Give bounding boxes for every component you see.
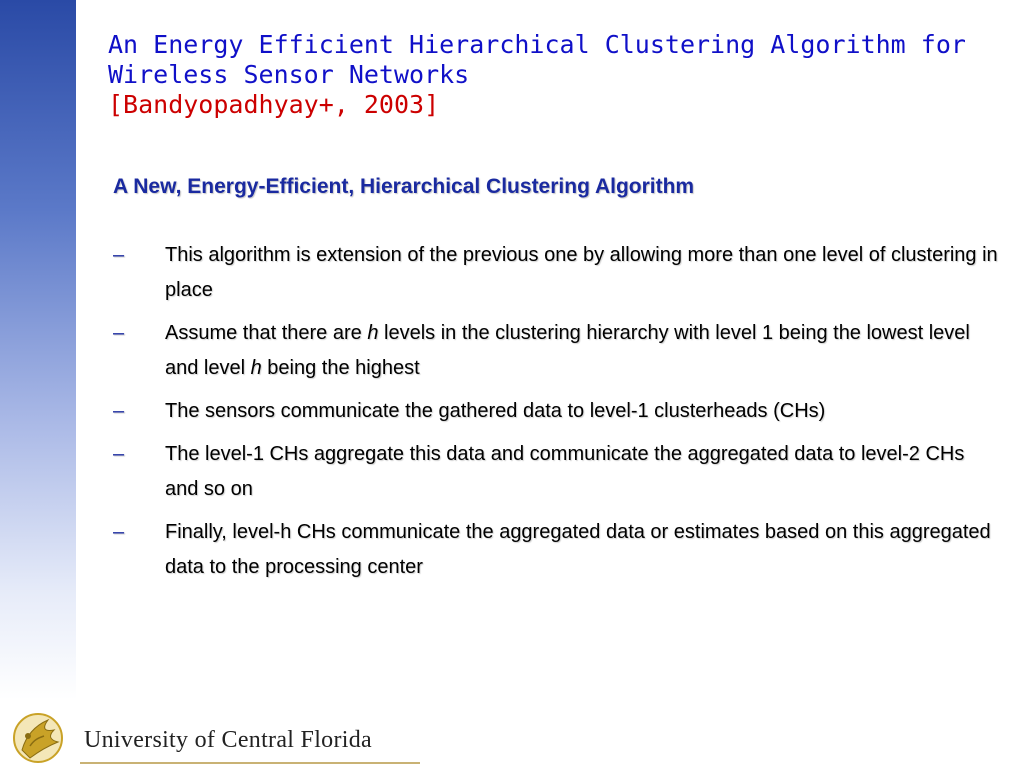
bullet-list — [113, 238, 1003, 593]
bullet-var-h: h — [250, 357, 262, 379]
slide-title — [108, 30, 998, 120]
bullet-text-2-post: being the highest — [261, 357, 420, 379]
footer-divider — [80, 762, 420, 764]
bullet-text-5: Finally, level-h CHs communicate the aggregated data or estimates based on this aggregated data to the processing center — [165, 521, 991, 578]
bullet-dash: – — [113, 244, 125, 266]
bullet-text-2-pre: Assume that there are — [165, 322, 368, 344]
bullet-var-h: h — [367, 322, 379, 344]
bullet-item-5 — [113, 515, 1003, 585]
bullet-text-4: The level-1 CHs aggregate this data and communicate the aggregated data to level-2 CHs and so on — [165, 443, 965, 500]
bullet-item-2 — [113, 316, 1003, 386]
bullet-text-3: The sensors communicate the gathered data to level-1 clusterheads (CHs) — [165, 400, 826, 422]
left-gradient-bar — [0, 0, 76, 700]
bullet-dash: – — [113, 322, 125, 344]
university-name: University of Central Florida — [84, 727, 372, 753]
bullet-dash: – — [113, 521, 125, 543]
slide-subtitle: A New, Energy-Efficient, Hierarchical Clustering Algorithm — [113, 175, 695, 198]
ucf-pegasus-logo-icon — [8, 706, 70, 768]
bullet-dash: – — [113, 400, 125, 422]
title-line-1: An Energy Efficient Hierarchical Clustering Algorithm for — [108, 30, 966, 59]
bullet-dash: – — [113, 443, 125, 465]
bullet-item-3 — [113, 394, 1003, 429]
bullet-item-1 — [113, 238, 1003, 308]
bullet-text-1: This algorithm is extension of the previous one by allowing more than one level of clustering in place — [165, 244, 998, 301]
bullet-item-4 — [113, 437, 1003, 507]
title-line-2: Wireless Sensor Networks — [108, 60, 470, 89]
bullet-text-2-mid: levels in the clustering hierarchy with level 1 being the lowest level and level — [165, 322, 970, 379]
title-citation: [Bandyopadhyay+, 2003] — [108, 90, 440, 119]
